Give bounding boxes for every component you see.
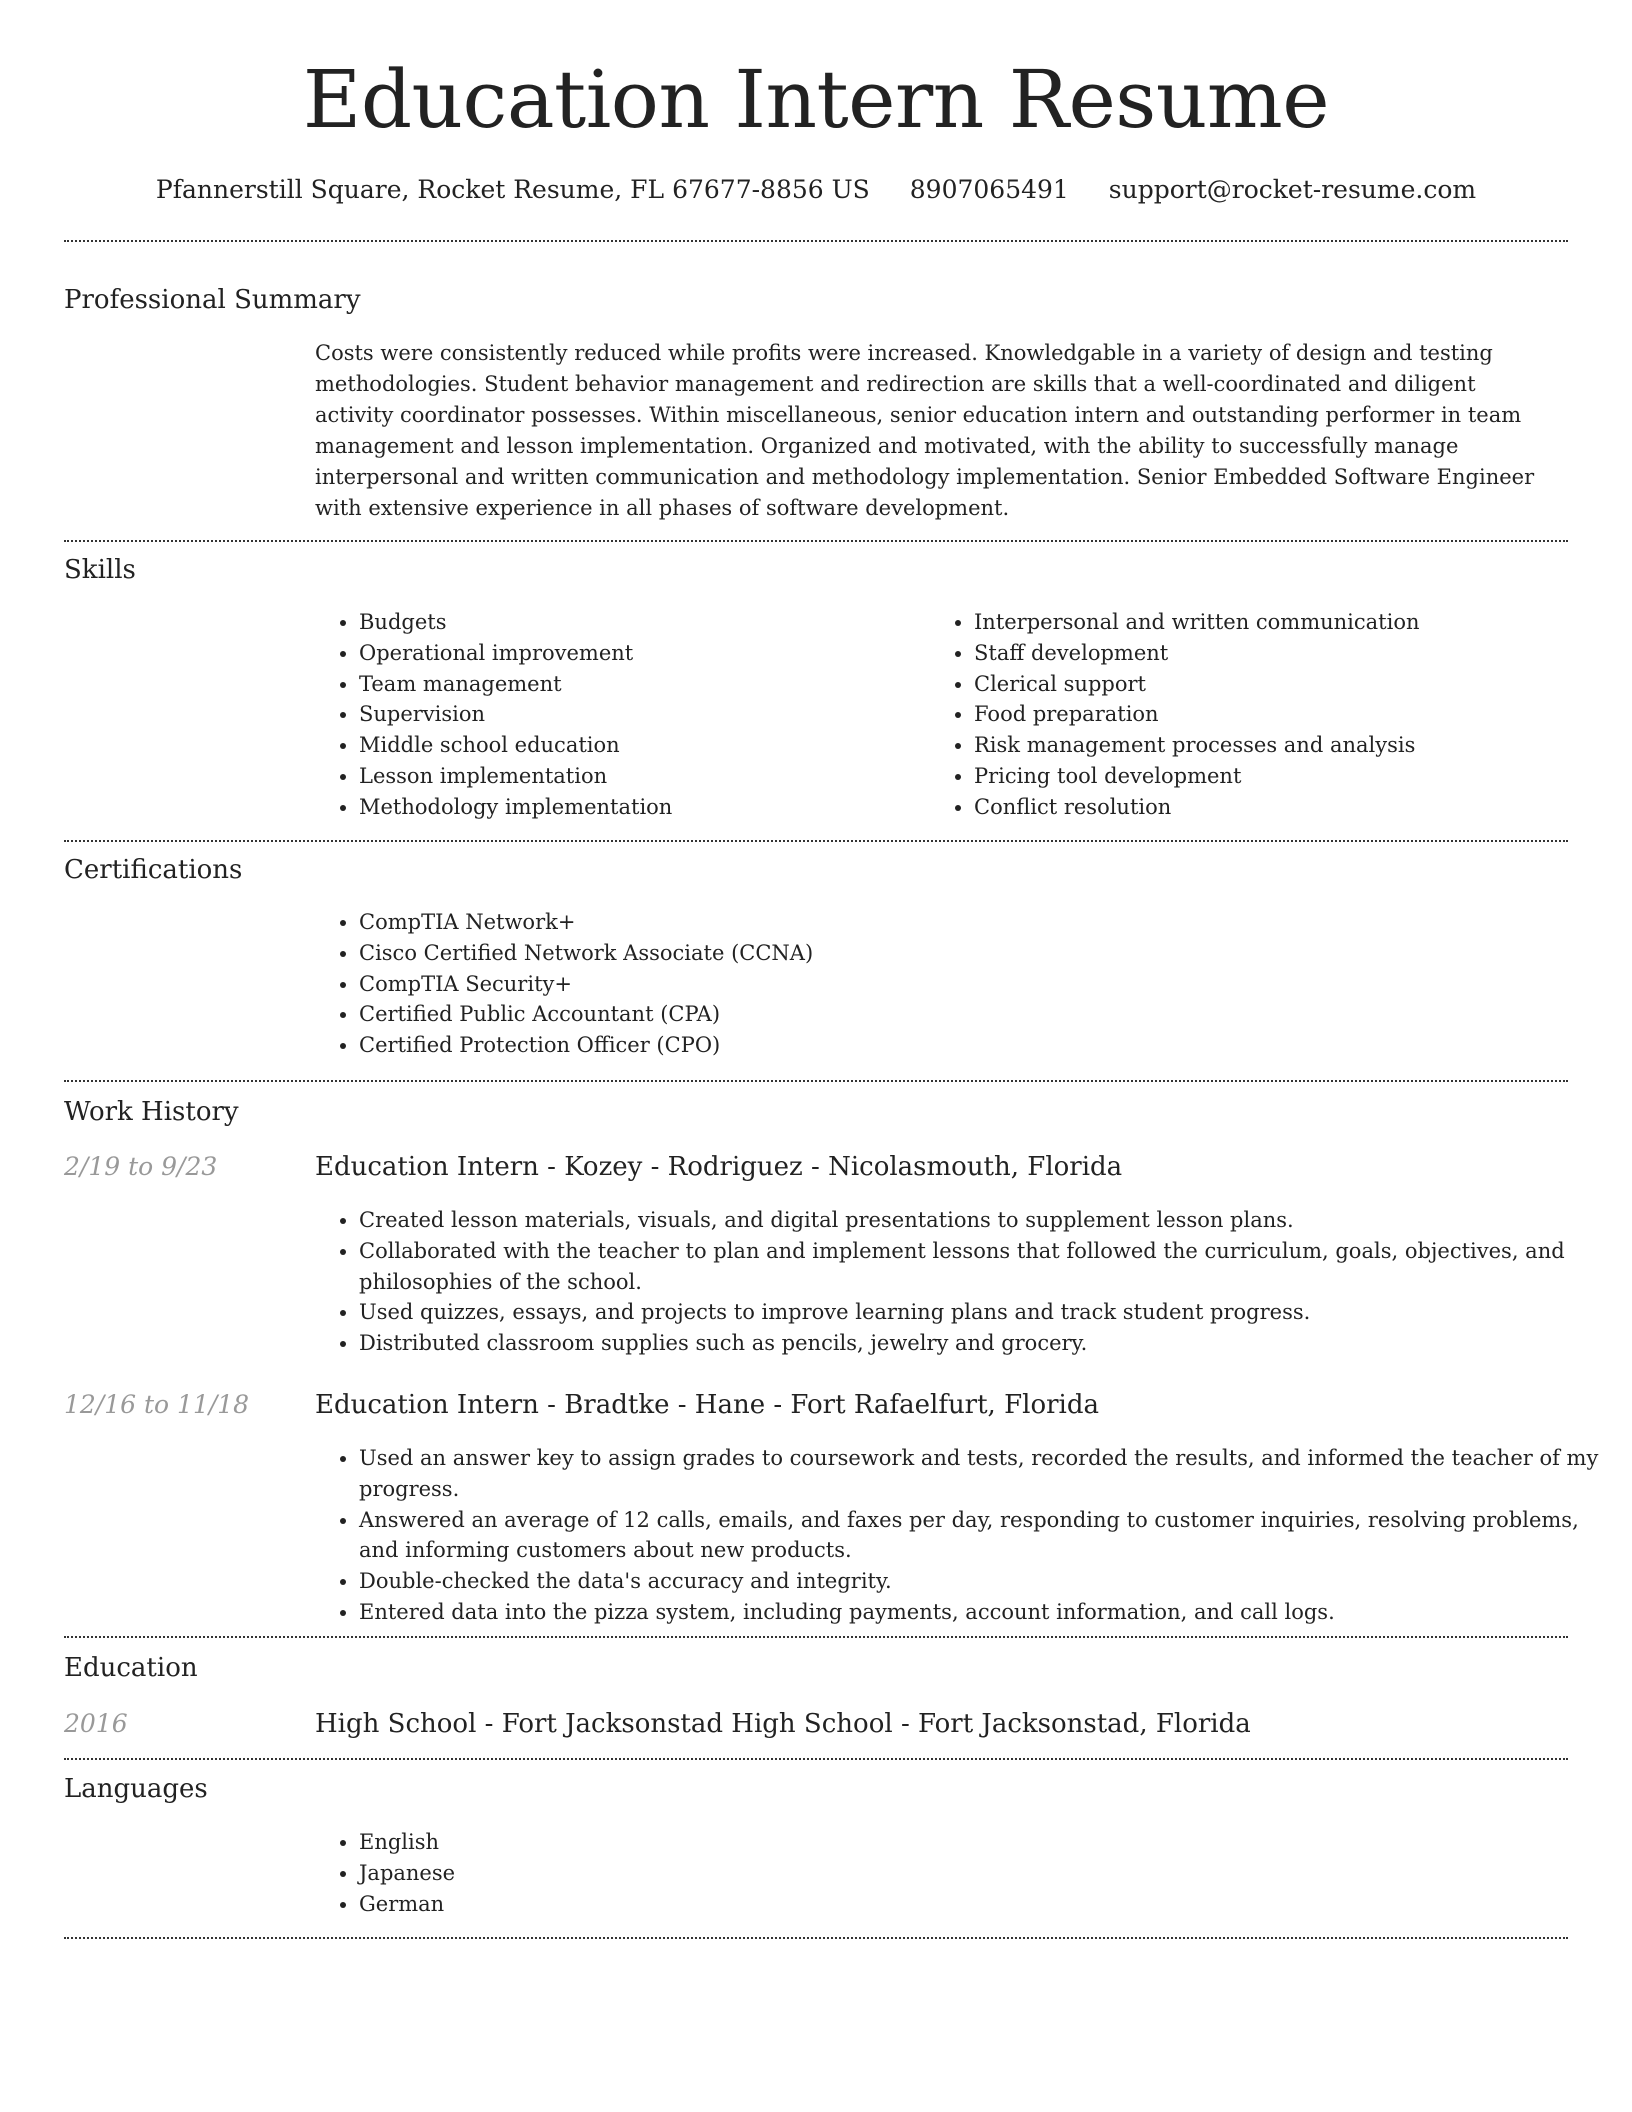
- job-bullets: [315, 1443, 1599, 1628]
- job-dates: 2/19 to 9/23: [64, 1152, 218, 1181]
- section-divider: [64, 840, 1568, 842]
- job-bullets: [315, 1205, 1599, 1359]
- section-divider: [64, 1080, 1568, 1082]
- list-item: • Certified Public Accountant (CPA): [359, 999, 1559, 1030]
- list-item: • Collaborated with the teacher to plan and implement lessons that followed the curriculum, goals, objectives, and philosophies of the school.: [359, 1236, 1599, 1298]
- section-divider: [64, 1758, 1568, 1760]
- list-item: • Risk management processes and analysis: [974, 730, 1594, 761]
- list-item: • Conflict resolution: [974, 792, 1594, 823]
- list-item: • Created lesson materials, visuals, and digital presentations to supplement lesson plans.: [359, 1205, 1599, 1236]
- certifications-list: [315, 907, 1559, 1061]
- list-item: • Food preparation: [974, 699, 1594, 730]
- education-year: 2016: [64, 1709, 128, 1738]
- skills-list-right: [930, 607, 1594, 823]
- list-item: • Japanese: [359, 1858, 959, 1889]
- skills-list-left: [315, 607, 919, 823]
- list-item: • CompTIA Network+: [359, 907, 1559, 938]
- education-entry: High School - Fort Jacksonstad High School - Fort Jacksonstad, Florida: [315, 1709, 1251, 1739]
- list-item: • Answered an average of 12 calls, emails, and faxes per day, responding to customer inquiries, resolving problems, and informing customers about new products.: [359, 1505, 1599, 1567]
- section-divider: [64, 1636, 1568, 1638]
- contact-address: Pfannerstill Square, Rocket Resume, FL 67677-8856 US: [155, 175, 870, 204]
- list-item: • Used an answer key to assign grades to coursework and tests, recorded the results, and informed the teacher of my progress.: [359, 1443, 1599, 1505]
- list-item: • Budgets: [359, 607, 919, 638]
- list-item: • Cisco Certified Network Associate (CCNA): [359, 938, 1559, 969]
- contact-phone: 8907065491: [909, 175, 1069, 204]
- skills-heading: Skills: [64, 555, 136, 585]
- list-item: • Middle school education: [359, 730, 919, 761]
- job-title: Education Intern - Kozey - Rodriguez - Nicolasmouth, Florida: [315, 1152, 1123, 1182]
- list-item: • Certified Protection Officer (CPO): [359, 1030, 1559, 1061]
- section-divider: [64, 240, 1568, 242]
- list-item: • Staff development: [974, 638, 1594, 669]
- work-heading: Work History: [64, 1097, 239, 1127]
- list-item: • CompTIA Security+: [359, 969, 1559, 1000]
- list-item: • Team management: [359, 669, 919, 700]
- summary-text: Costs were consistently reduced while profits were increased. Knowledgable in a variety of design and testing methodologies. Student behavior management and redirection are skills that a well-coordinated and diligent activity coordinator possesses. Within miscellaneous, senior education intern and outstanding performer in team management and lesson implementation. Organized and motivated, with the ability to successfully manage interpersonal and written communication and methodology implementation. Senior Embedded Software Engineer with extensive experience in all phases of software development.: [315, 341, 1535, 520]
- summary-heading: Professional Summary: [64, 285, 361, 315]
- job-dates: 12/16 to 11/18: [64, 1390, 250, 1419]
- languages-heading: Languages: [64, 1774, 208, 1804]
- list-item: • Methodology implementation: [359, 792, 919, 823]
- section-divider: [64, 1937, 1568, 1939]
- list-item: • Used quizzes, essays, and projects to improve learning plans and track student progress.: [359, 1297, 1599, 1328]
- list-item: • Lesson implementation: [359, 761, 919, 792]
- languages-list: [315, 1827, 959, 1919]
- list-item: • English: [359, 1827, 959, 1858]
- education-heading: Education: [64, 1653, 198, 1683]
- list-item: • Pricing tool development: [974, 761, 1594, 792]
- list-item: • Interpersonal and written communication: [974, 607, 1594, 638]
- list-item: • Distributed classroom supplies such as pencils, jewelry and grocery.: [359, 1328, 1599, 1359]
- certifications-heading: Certifications: [64, 855, 243, 885]
- job-title: Education Intern - Bradtke - Hane - Fort Rafaelfurt, Florida: [315, 1390, 1099, 1420]
- list-item: • German: [359, 1889, 959, 1920]
- list-item: • Double-checked the data's accuracy and integrity.: [359, 1566, 1599, 1597]
- resume-title: Education Intern Resume: [302, 53, 1330, 146]
- list-item: • Clerical support: [974, 669, 1594, 700]
- list-item: • Entered data into the pizza system, including payments, account information, and call logs.: [359, 1597, 1599, 1628]
- contact-line: [64, 170, 1568, 210]
- list-item: • Supervision: [359, 699, 919, 730]
- contact-email: support@rocket-resume.com: [1108, 175, 1477, 204]
- section-divider: [64, 540, 1568, 542]
- list-item: • Operational improvement: [359, 638, 919, 669]
